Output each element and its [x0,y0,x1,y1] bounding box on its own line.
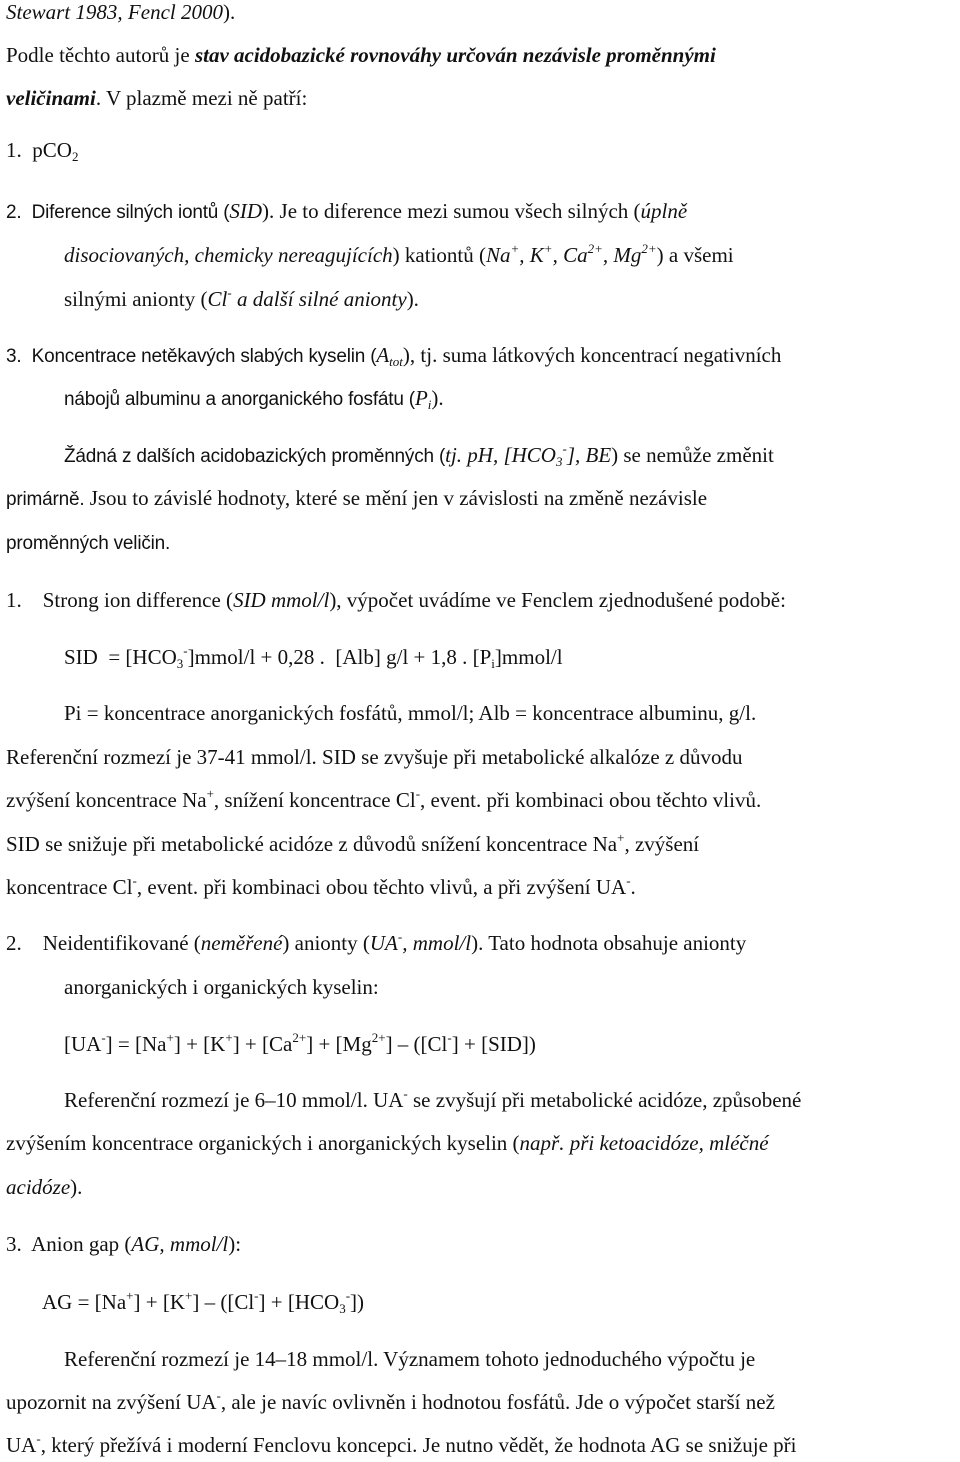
text-line: silnými anionty (Cl- a další silné anionty). [64,285,419,311]
list-item: 2. Diference silných iontů (SID). Je to diference mezi sumou všech silných (úplně [6,199,688,223]
text-line: nábojů albuminu a anorganického fosfátu $(P_i)$. [64,386,444,412]
list-item: 3. Koncentrace netěkavých slabých kyselin $(A_{tot})$, tj. suma látkových koncentrací negativních [6,343,782,369]
formula: AG = $[Na^+] + [K^+] - ([Cl^-] + [HCO_3^-])$ [42,1288,365,1316]
text-line: zvýšení koncentrace Na+, snížení koncentrace Cl-, event. při kombinaci obou těchto vlivů. [6,786,762,812]
list-item: 1. Strong ion difference (SID mmol/l), výpočet uvádíme ve Fenclem zjednodušené podobě: [6,588,786,612]
text-line: zvýšením koncentrace organických i anorganických kyselin (např. při ketoacidóze, mléčné [6,1131,769,1155]
text-line: SID se snižuje při metabolické acidóze z důvodů snížení koncentrace Na+, zvýšení [6,830,700,856]
text-line: Stewart 1983, Fencl 2000). [6,0,236,24]
text-line: Referenční rozmezí je 6–10 mmol/l. UA- se zvyšují při metabolické acidóze, způsobené [64,1086,802,1112]
list-item: 2. Neidentifikované (neměřené) anionty (UA-, mmol/l). Tato hodnota obsahuje anionty [6,929,747,955]
list-item: 1. pCO$_2$ [6,138,79,164]
text-line: proměnných veličin. [6,533,171,554]
text-line: acidóze). [6,1175,83,1199]
formula: SID = $[HCO_3^-]mmol/l + 0,28$ . [Alb] g/l + 1,8 . $[P_i]mmol/l$ [64,643,563,671]
text-line: veličinami. V plazmě mezi ně patří: [6,86,308,110]
text-line: Podle těchto autorů je stav acidobazické rovnováhy určován nezávisle proměnnými [6,43,716,67]
formula: $[UA^-] = [Na^+] + [K^+] + [Ca^{2+}] + [Mg^{2+}] - ([Cl^-] + [SID])$ [64,1030,536,1056]
text-line: Žádná z dalších acidobazických proměnných (tj. pH, $[HCO_3^-]$, BE) se nemůže změnit [64,441,774,469]
text-line: disociovaných, chemicky nereagujících) kationtů (Na+, K+, $Ca^{2+}$, $Mg^{2+}$) a všemi [64,241,734,267]
text-line: primárně. Jsou to závislé hodnoty, které se mění jen v závislosti na změně nezávisle [6,486,708,510]
text-line: UA-, který přežívá i moderní Fenclovu koncepci. Je nutno vědět, že hodnota AG se snižuje při [6,1431,797,1457]
text-line: upozornit na zvýšení UA-, ale je navíc ovlivněn i hodnotou fosfátů. Jde o výpočet starší než [6,1388,775,1414]
text-line: Referenční rozmezí je 14–18 mmol/l. Významem tohoto jednoduchého výpočtu je [64,1347,756,1371]
text-line: koncentrace Cl-, event. při kombinaci obou těchto vlivů, a při zvýšení UA-. [6,873,636,899]
text-line: Referenční rozmezí je 37-41 mmol/l. SID se zvyšuje při metabolické alkalóze z důvodu [6,745,743,769]
text-line: anorganických i organických kyselin: [64,975,379,999]
text-line: Pi = koncentrace anorganických fosfátů, mmol/l; Alb = koncentrace albuminu, g/l. [64,701,757,725]
list-item: 3. Anion gap (AG, mmol/l): [6,1232,242,1256]
